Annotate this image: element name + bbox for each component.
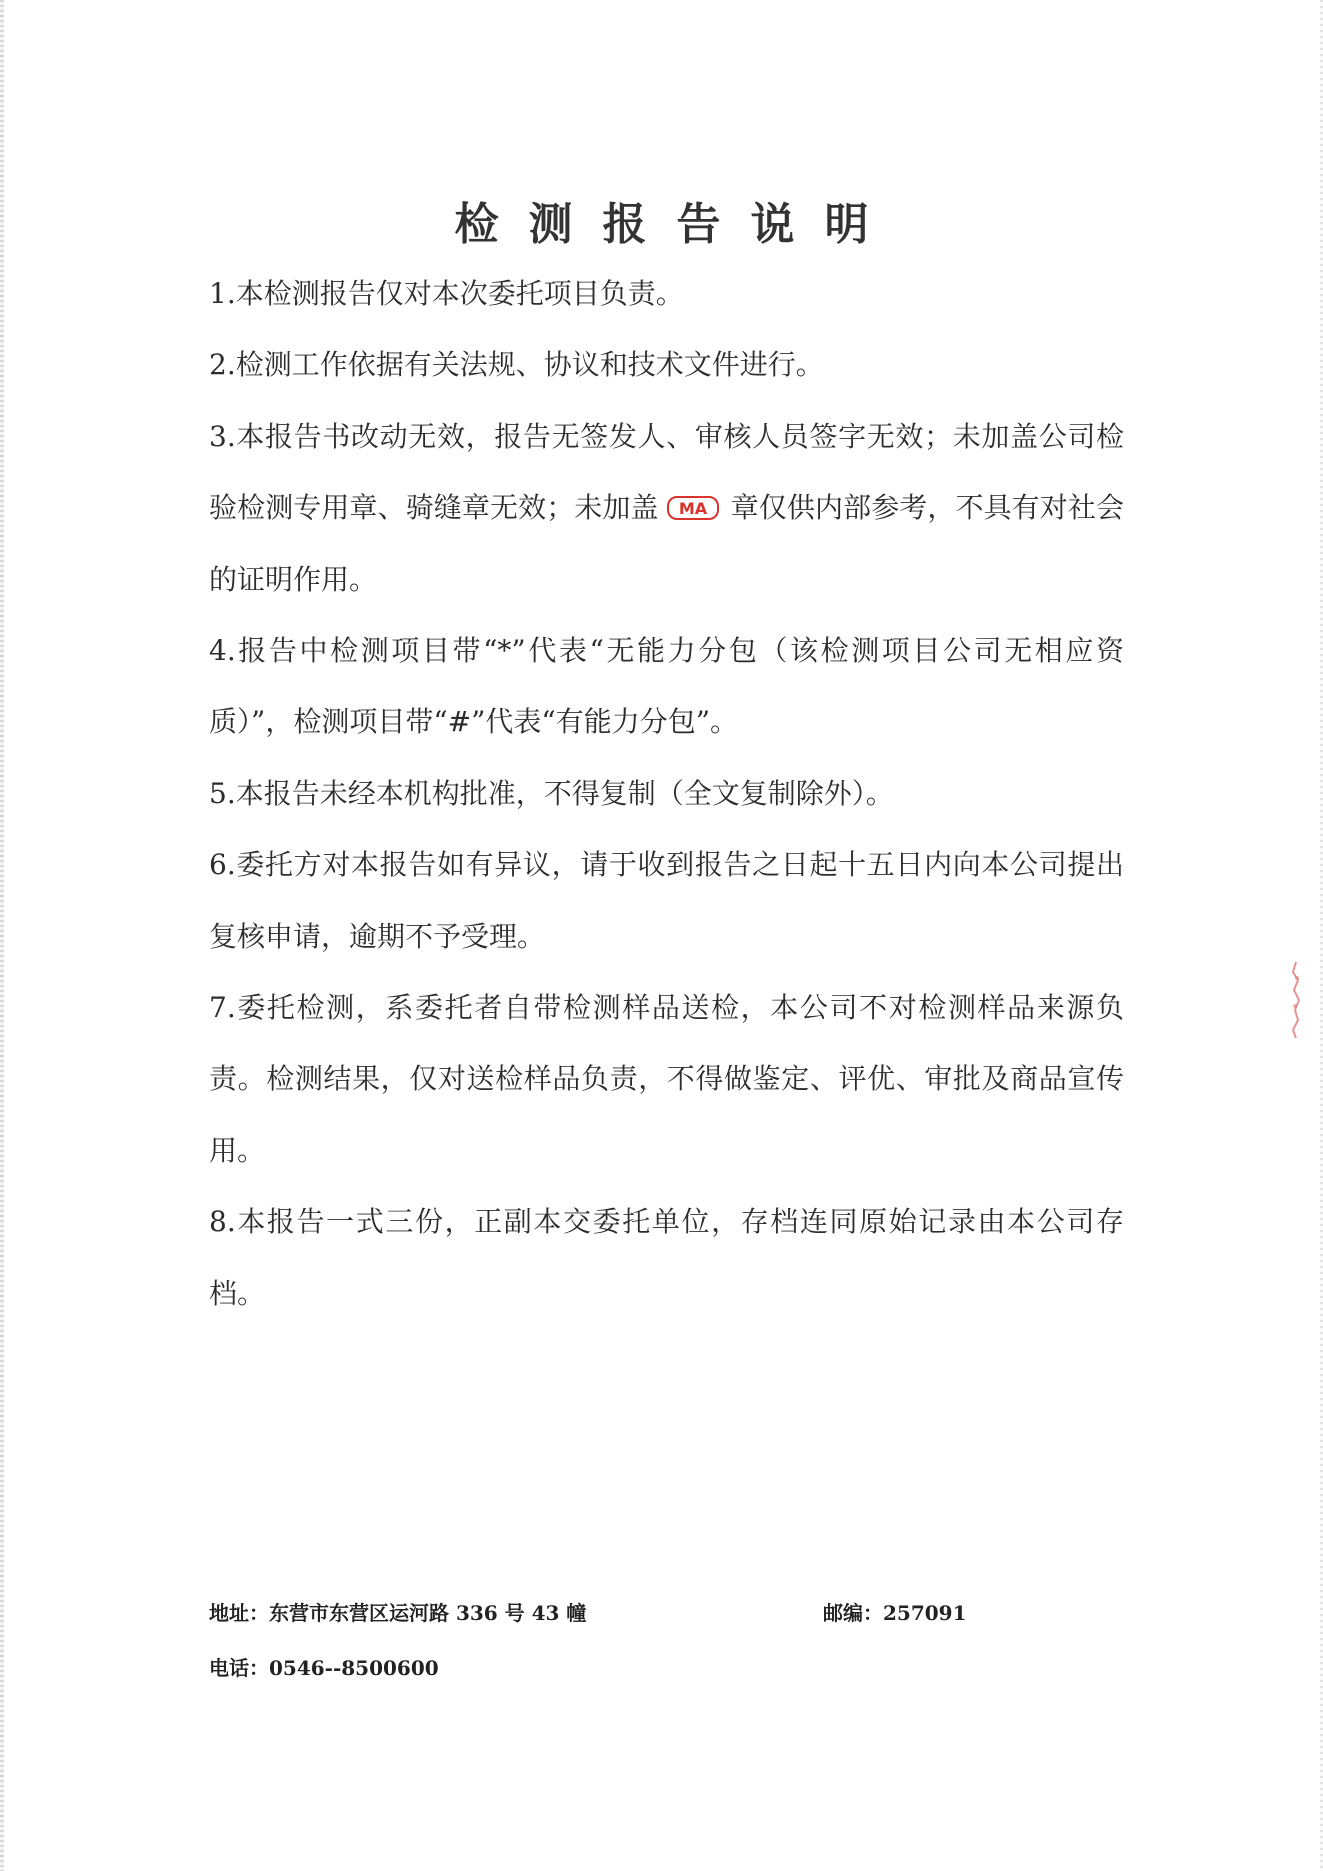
note-3	[209, 401, 1124, 615]
seal-edge-mark	[1289, 960, 1303, 1040]
notes-list	[209, 258, 1124, 1329]
note-6: 6.委托方对本报告如有异议，请于收到报告之日起十五日内向本公司提出复核申请，逾期不予受理。	[209, 848, 1124, 953]
page-title: 检测报告说明	[454, 199, 899, 250]
footer-address: 地址：东营市东营区运河路 336 号 43 幢	[209, 1601, 587, 1625]
note-4: 4.报告中检测项目带“*”代表“无能力分包（该检测项目公司无相应资质）”，检测项目带“#”代表“有能力分包”。	[209, 634, 1124, 739]
note-3-part-2: 章仅供内部参考，不具有对社会的证明作用。	[209, 491, 1124, 596]
note-3-part-1: 3.本报告书改动无效，报告无签发人、审核人员签字无效；未加盖公司检验检测专用章、骑缝章无效；未加盖	[209, 419, 1124, 525]
footer-phone: 电话：0546--8500600	[209, 1656, 439, 1680]
note-2: 2.检测工作依据有关法规、协议和技术文件进行。	[209, 348, 824, 382]
note-8: 8.本报告一式三份，正副本交委托单位，存档连同原始记录由本公司存档。	[209, 1205, 1124, 1310]
note-5: 5.本报告未经本机构批准，不得复制（全文复制除外）。	[209, 776, 894, 810]
cma-mark-icon	[667, 496, 719, 520]
scan-edge-left	[0, 0, 4, 1871]
note-7: 7.委托检测，系委托者自带检测样品送检，本公司不对检测样品来源负责。检测结果，仅对送检样品负责，不得做鉴定、评优、审批及商品宣传用。	[209, 991, 1124, 1167]
note-1: 1.本检测报告仅对本次委托项目负责。	[209, 277, 684, 310]
cma-mark-text: MA	[678, 499, 707, 519]
footer-postcode: 邮编：257091	[823, 1601, 967, 1625]
